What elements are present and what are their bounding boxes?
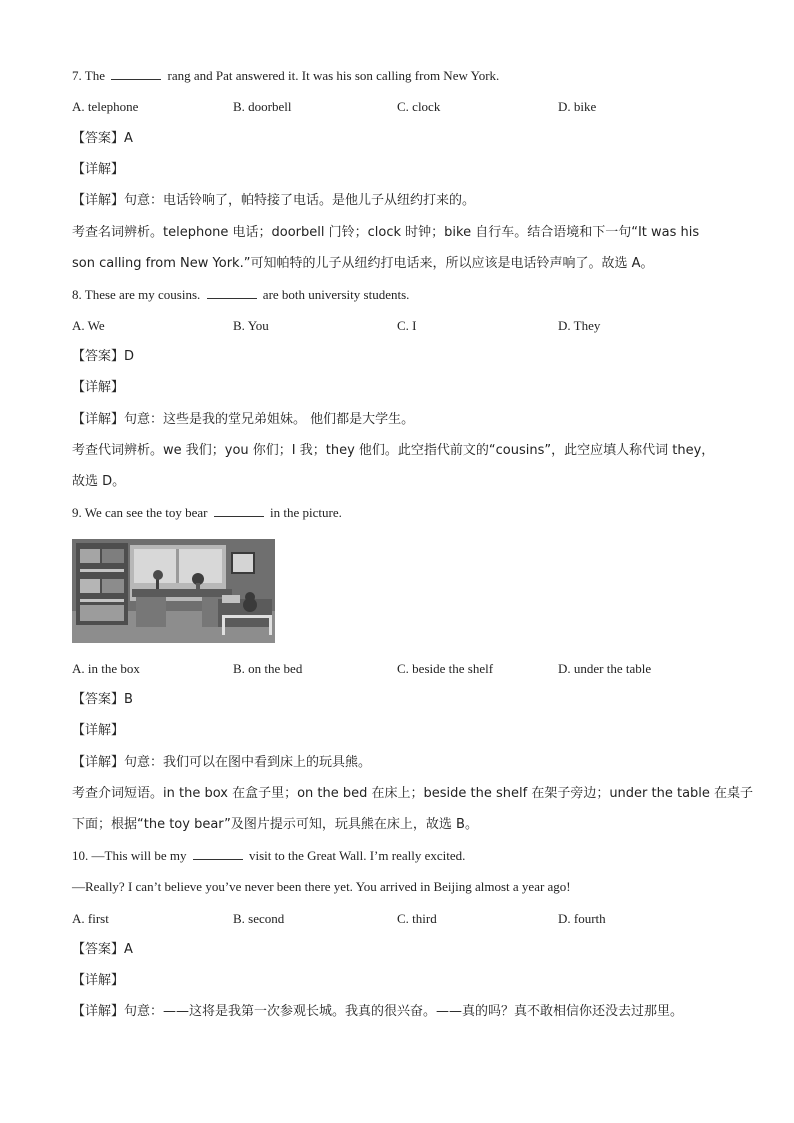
q10-options	[72, 911, 732, 927]
q8-option-d: D. They	[558, 318, 601, 333]
q7-option-a: A. telephone	[72, 99, 139, 114]
q10-option-c: C. third	[397, 911, 437, 926]
q8-answer: 【答案】D	[72, 349, 135, 364]
q10-stem-pre: 10. —This will be my	[72, 848, 187, 863]
q10-stem-reply: —Really? I can’t believe you’ve never been there yet. You arrived in Beijing almost a year ago!	[72, 879, 571, 894]
q7-answer: 【答案】A	[72, 131, 133, 146]
q9-blank	[214, 505, 264, 517]
q8-detail-analysis-2: 故选 D。	[72, 474, 126, 489]
q9-stem-post: in the picture.	[270, 505, 342, 520]
q10-detail-translation: 【详解】句意：——这将是我第一次参观长城。我真的很兴奋。——真的吗？真不敢相信你还没去过那里。	[72, 1004, 684, 1019]
q9-answer: 【答案】B	[72, 692, 133, 707]
q9-detail-analysis-1: 考查介词短语。in the box 在盒子里；on the bed 在床上；beside the shelf 在架子旁边；under the table 在桌子	[72, 786, 754, 801]
q7-options	[72, 99, 732, 115]
q10-answer: 【答案】A	[72, 942, 133, 957]
q7-option-b: B. doorbell	[233, 99, 292, 114]
q7-option-d: D. bike	[558, 99, 597, 114]
q8-option-b: B. You	[233, 318, 269, 333]
q7-detail-analysis-1: 考查名词辨析。telephone 电话；doorbell 门铃；clock 时钟；bike 自行车。结合语境和下一句“It was his	[72, 225, 700, 240]
q8-option-a: A. We	[72, 318, 105, 333]
q9-option-a: A. in the box	[72, 661, 140, 676]
q9-option-b: B. on the bed	[233, 661, 303, 676]
q8-options	[72, 318, 732, 334]
q8-stem-pre: 8. These are my cousins.	[72, 287, 201, 302]
q9-stem	[72, 505, 342, 521]
q10-option-d: D. fourth	[558, 911, 606, 926]
q10-option-a: A. first	[72, 911, 109, 926]
q7-blank	[111, 68, 161, 80]
q7-option-c: C. clock	[397, 99, 441, 114]
q10-detail-heading: 【详解】	[72, 973, 125, 988]
q9-stem-pre: 9. We can see the toy bear	[72, 505, 208, 520]
q8-detail-translation: 【详解】句意：这些是我的堂兄弟姐妹。 他们都是大学生。	[72, 412, 415, 427]
q7-detail-heading: 【详解】	[72, 162, 125, 177]
q7-stem	[72, 68, 499, 84]
q8-detail-heading: 【详解】	[72, 380, 125, 395]
q9-detail-analysis-2: 下面；根据“the toy bear”及图片提示可知，玩具熊在床上，故选 B。	[72, 817, 478, 832]
q9-option-d: D. under the table	[558, 661, 652, 676]
q8-stem	[72, 287, 409, 303]
q7-detail-translation: 【详解】句意：电话铃响了，帕特接了电话。是他儿子从纽约打来的。	[72, 193, 476, 208]
q10-option-b: B. second	[233, 911, 285, 926]
bedroom-picture	[72, 539, 275, 643]
q9-options	[72, 661, 732, 677]
q8-stem-post: are both university students.	[262, 287, 410, 302]
q9-detail-translation: 【详解】句意：我们可以在图中看到床上的玩具熊。	[72, 755, 372, 770]
q7-stem-post: rang and Pat answered it. It was his son calling from New York.	[167, 68, 500, 83]
q7-stem-pre: 7. The	[72, 68, 105, 83]
q8-detail-analysis-1: 考查代词辨析。we 我们；you 你们；I 我；they 他们。此空指代前文的“cousins”，此空应填人称代词 they，	[72, 443, 715, 458]
q9-detail-heading: 【详解】	[72, 723, 125, 738]
q8-blank	[207, 287, 257, 299]
q7-detail-analysis-2: son calling from New York.”可知帕特的儿子从纽约打电话来，所以应该是电话铃声响了。故选 A。	[72, 256, 654, 271]
q9-option-c: C. beside the shelf	[397, 661, 494, 676]
q10-blank	[193, 848, 243, 860]
q8-option-c: C. I	[397, 318, 417, 333]
q10-stem-post: visit to the Great Wall. I’m really excited.	[248, 848, 466, 863]
q10-stem	[72, 848, 465, 864]
